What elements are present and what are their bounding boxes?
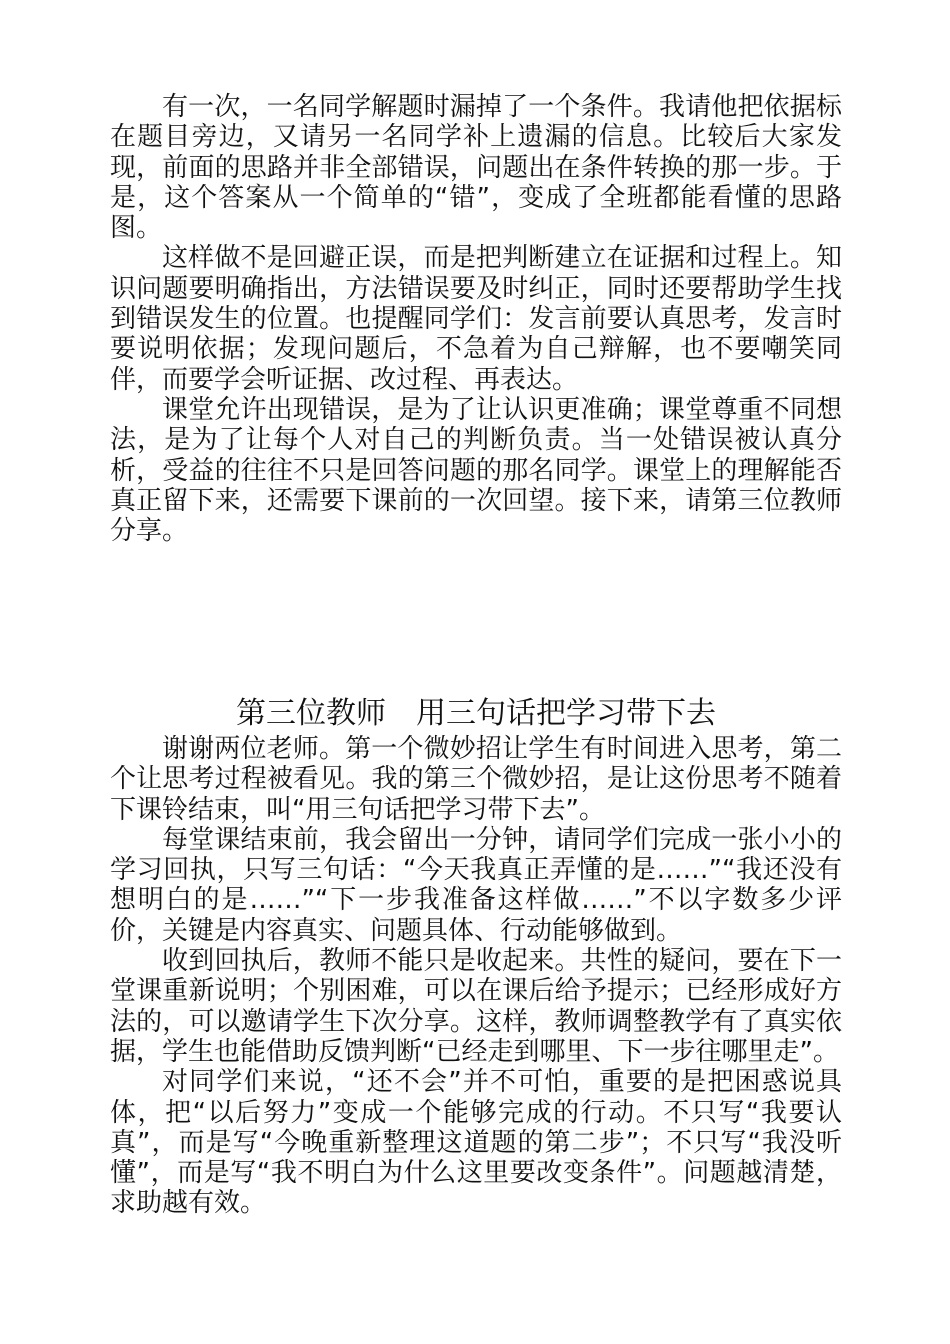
section-one [110,92,842,546]
paragraph: 收到回执后，教师不能只是收起来。共性的疑问，要在下一堂课重新说明；个别困难，可以在课后给予提示；已经形成好方法的，可以邀请学生下次分享。这样，教师调整教学有了真实依据，学生也能借助反馈判断“已经走到哪里、下一步往哪里走”。 [110,946,842,1067]
section-heading: 第三位教师 用三句话把学习带下去 [236,696,716,731]
paragraph: 这样做不是回避正误，而是把判断建立在证据和过程上。知识问题要明确指出，方法错误要及时纠正，同时还要帮助学生找到错误发生的位置。也提醒同学们：发言前要认真思考，发言时要说明依据；发现问题后，不急着为自己辩解，也不要嘲笑同伴，而要学会听证据、改过程、再表达。 [110,243,842,395]
paragraph: 有一次，一名同学解题时漏掉了一个条件。我请他把依据标在题目旁边，又请另一名同学补上遗漏的信息。比较后大家发现，前面的思路并非全部错误，问题出在条件转换的那一步。于是，这个答案从一个简单的“错”，变成了全班都能看懂的思路图。 [110,92,842,244]
paragraph: 谢谢两位老师。第一个微妙招让学生有时间进入思考，第二个让思考过程被看见。我的第三个微妙招，是让这份思考不随着下课铃结束，叫“用三句话把学习带下去”。 [110,734,842,825]
paragraph: 每堂课结束前，我会留出一分钟，请同学们完成一张小小的学习回执，只写三句话：“今天我真正弄懂的是……”“我还没有想明白的是……”“下一步我准备这样做……”不以字数多少评价，关键是内容真实、问题具体、行动能够做到。 [110,824,842,946]
paragraph: 课堂允许出现错误，是为了让认识更准确；课堂尊重不同想法，是为了让每个人对自己的判断负责。当一处错误被认真分析，受益的往往不只是回答问题的那名同学。课堂上的理解能否真正留下来，还需要下课前的一次回望。接下来，请第三位教师分享。 [110,394,842,547]
section-two [110,694,842,1219]
paragraph: 对同学们来说，“还不会”并不可怕，重要的是把困惑说具体，把“以后努力”变成一个能够完成的行动。不只写“我要认真”，而是写“今晚重新整理这道题的第二步”；不只写“我没听懂”，而是写“我不明白为什么这里要改变条件”。问题越清楚，求助越有效。 [110,1067,842,1219]
